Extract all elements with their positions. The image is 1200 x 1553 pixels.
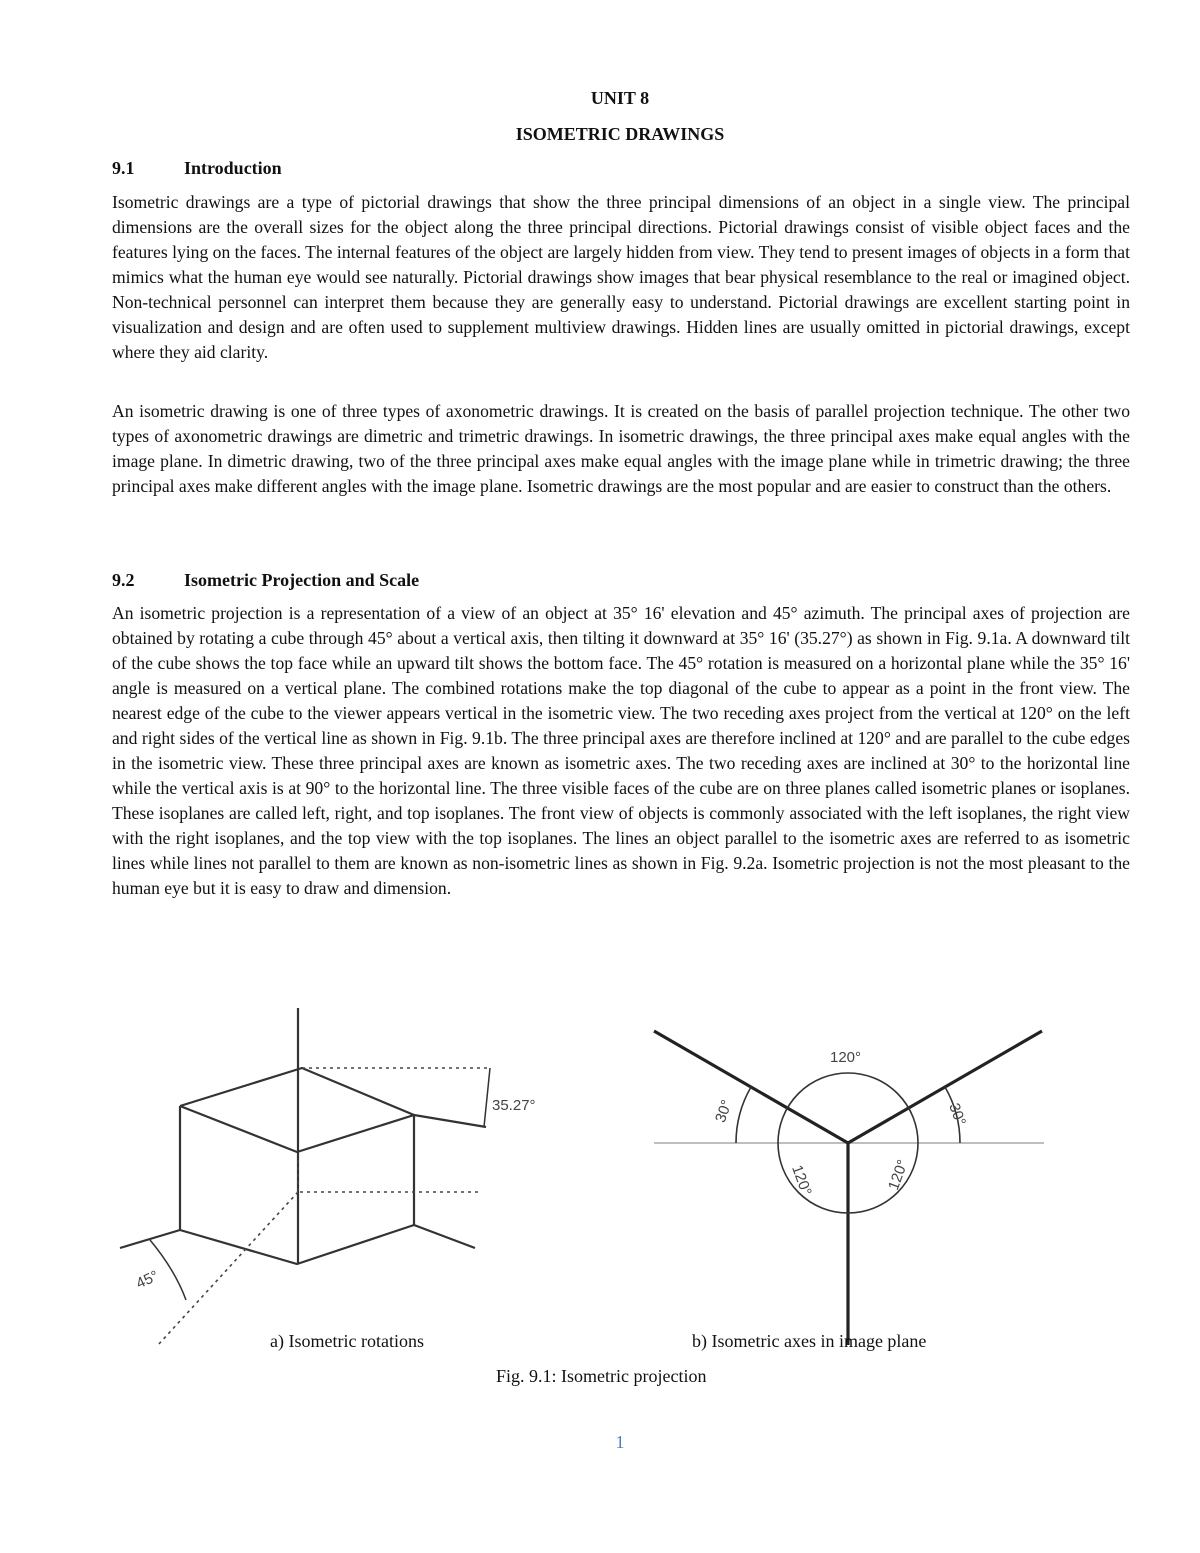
angle-120-bottom-left: 120°: [788, 1162, 815, 1198]
figure-caption: Fig. 9.1: Isometric projection: [496, 1366, 707, 1386]
angle-120-top: 120°: [830, 1049, 862, 1066]
angle-30-left: 30°: [712, 1097, 736, 1125]
section-number: 9.2: [112, 570, 135, 590]
left-30-arc: [736, 1087, 751, 1143]
angle-120-bottom-right: 120°: [885, 1157, 912, 1193]
section-title: Isometric Projection and Scale: [184, 570, 420, 590]
chapter-title: ISOMETRIC DRAWINGS: [515, 124, 725, 144]
rotation-angle-label: 45°: [133, 1267, 162, 1293]
page-number: 1: [615, 1432, 625, 1452]
projection-paragraph: An isometric projection is a representation of a view of an object at 35° 16' elevation and 45° azimuth. The principal axes of projection are obtained by rotating a cube through 45° about a vertical axis, then tilting it downward at 35° 16' (35.27°) as shown in Fig. 9.1a. A downward tilt of the cube shows the top face while an upward tilt shows the bottom face. The 45° rotation is measured on a horizontal plane while the 35° 16' angle is measured on a vertical plane. The combined rotations make the top diagonal of the cube to appear as a point in the front view. The nearest edge of the cube to the viewer appears vertical in the isometric view. The two receding axes project from the vertical at 120° on the left and right sides of the vertical line as shown in Fig. 9.1b. The three principal axes are therefore inclined at 120° and are parallel to the cube edges in the isometric view. These three principal axes are known as isometric axes. The two receding axes are inclined at 30° to the horizontal line while the vertical axis is at 90° to the horizontal line. The three visible faces of the cube are on three planes called isometric planes or isoplanes. These isoplanes are called left, right, and top isoplanes. The front view of objects is commonly associated with the left isoplanes, the right view with the right isoplanes, and the top view with the top isoplanes. The lines an object parallel to the isometric axes are referred to as isometric lines while lines not parallel to them are known as non-isometric lines as shown in Fig. 9.2a. Isometric projection is not the most pleasant to the human eye but it is easy to draw and dimension.: [112, 603, 1130, 898]
section-title: Introduction: [184, 158, 282, 178]
figure-b-caption: b) Isometric axes in image plane: [692, 1331, 927, 1351]
intro-paragraph-2: An isometric drawing is one of three types of axonometric drawings. It is created on the basis of parallel projection technique. The other two types of axonometric drawings are dimetric and trimetric drawings. In isometric drawings, the three principal axes make equal angles with the image plane. In dimetric drawing, two of the three principal axes make equal angles with the image plane while in trimetric drawing; the three principal axes make different angles with the image plane. Isometric drawings are the most popular and are easier to construct than the others.: [112, 401, 1130, 496]
angle-30-right: 30°: [945, 1100, 970, 1129]
unit-title: UNIT 8: [590, 88, 650, 108]
tilt-angle-label: 35.27°: [492, 1097, 536, 1114]
figure-a-caption: a) Isometric rotations: [270, 1331, 424, 1351]
intro-paragraph-1: Isometric drawings are a type of pictorial drawings that show the three principal dimensions of an object in a single view. The principal dimensions are the overall sizes for the object along the three principal directions. Pictorial drawings consist of visible object faces and the features lying on the faces. The internal features of the object are largely hidden from view. They tend to present images of objects in a form that mimics what the human eye would see naturally. Pictorial drawings show images that bear physical resemblance to the real or imagined object. Non-technical personnel can interpret them because they are generally easy to understand. Pictorial drawings are excellent starting point in visualization and design and are often used to supplement multiview drawings. Hidden lines are usually omitted in pictorial drawings, except where they aid clarity.: [112, 192, 1130, 362]
section-number: 9.1: [112, 158, 135, 178]
